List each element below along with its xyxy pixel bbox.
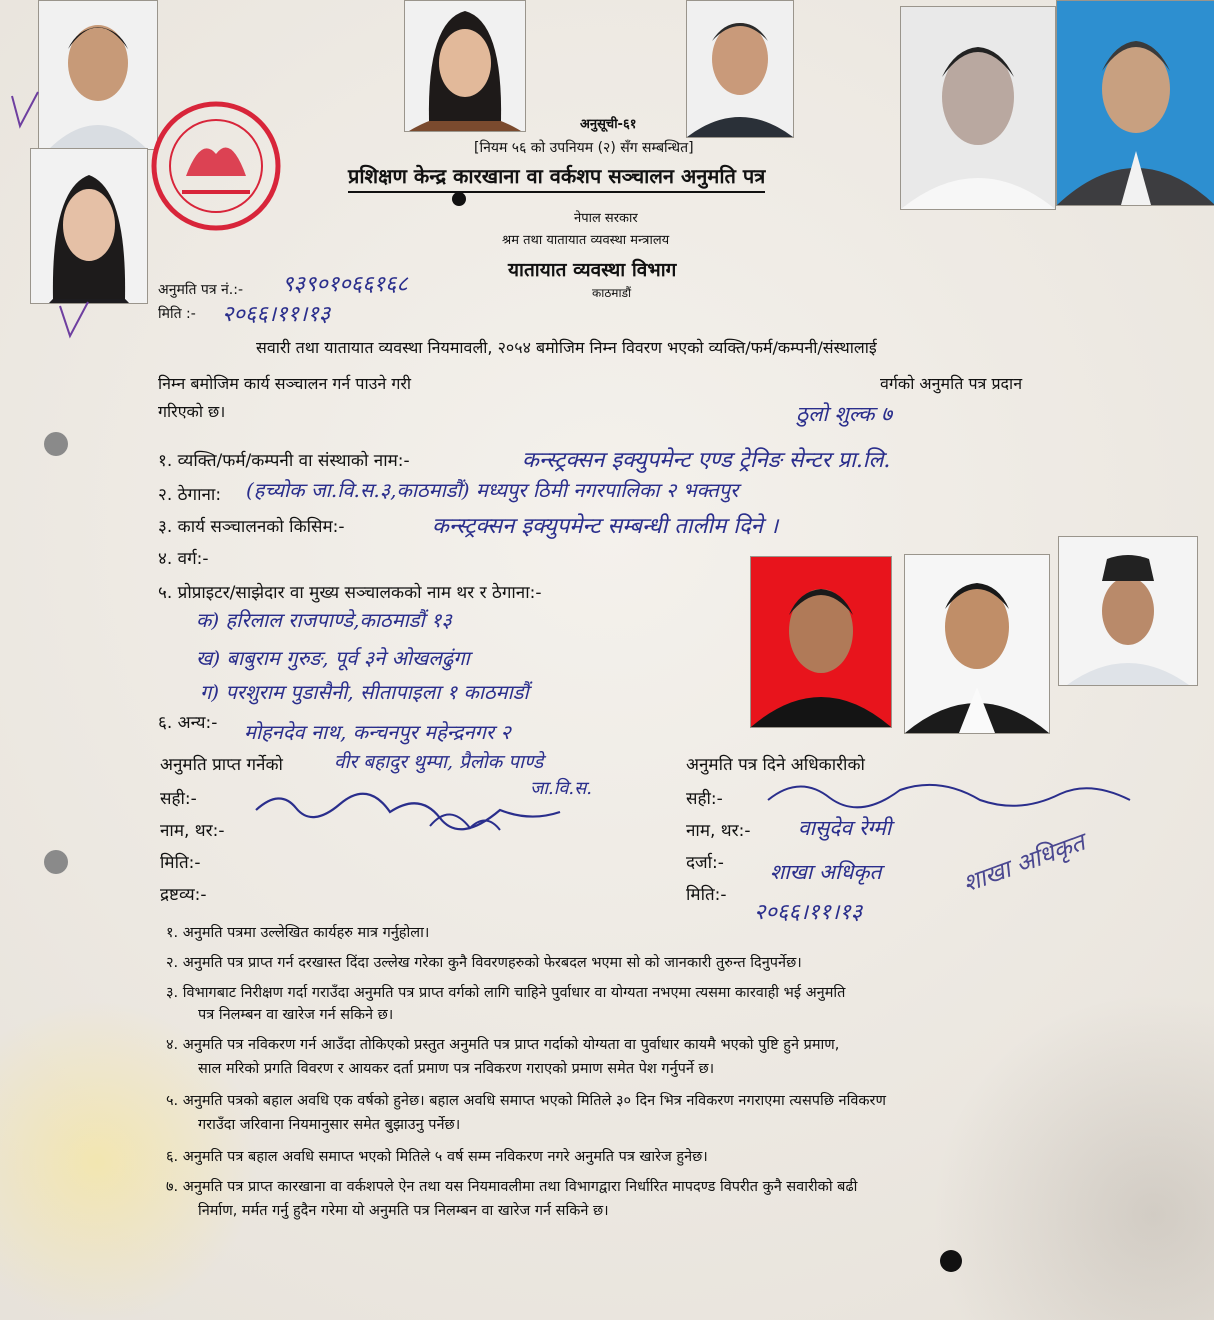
issuer-date-label: मिति:- xyxy=(686,885,727,905)
recipient-sign-label: सही:- xyxy=(160,789,197,809)
recipient-name-label: नाम, थर:- xyxy=(160,821,225,841)
checkmark-icon xyxy=(4,86,44,136)
note-5-cont: गराउँदा जरिवाना नियमानुसार समेत बुझाउनु पर्नेछ। xyxy=(198,1117,461,1133)
note-6: ६. अनुमति पत्र बहाल अवधि समाप्त भएको मितिले ५ वर्ष सम्म नविकरण नगरे अनुमति पत्र खारेज हुनेछ। xyxy=(166,1149,708,1165)
note-7-cont: निर्माण, मर्मत गर्नु हुदैन गरेमा यो अनुमति पत्र निलम्बन वा खारेज गर्न सकिने छ। xyxy=(198,1203,609,1219)
portrait-icon xyxy=(751,557,891,727)
checkmark-icon xyxy=(54,294,94,344)
permit-number-label: अनुमति पत्र नं.:- xyxy=(158,282,244,298)
note-5: ५. अनुमति पत्रको बहाल अवधि एक वर्षको हुनेछ। बहाल अवधि समाप्त भएको मितिले ३० दिन भित्र नविकरण नगराएमा त्यसपछि नविकरण xyxy=(166,1093,886,1109)
city-label: काठमाडौं xyxy=(592,286,632,300)
punch-hole xyxy=(940,1250,962,1272)
government-label: नेपाल सरकार xyxy=(574,211,638,226)
issuer-heading: अनुमति पत्र दिने अधिकारीको xyxy=(686,755,865,775)
photo-man-2 xyxy=(686,0,794,138)
issuer-sign-label: सही:- xyxy=(686,789,723,809)
permit-number-value: ९३९०१०६६१६८ xyxy=(282,272,408,297)
portrait-icon xyxy=(31,149,147,303)
government-emblem-stamp xyxy=(146,96,286,236)
photo-man-4 xyxy=(1056,0,1214,206)
portrait-icon xyxy=(1057,1,1214,205)
field-5c-value: ग) परशुराम पुडासैनी, सीतापाइला १ काठमाडौं xyxy=(200,680,529,704)
recipient-handwritten-vdc: जा.वि.स. xyxy=(530,778,593,799)
field-5b-value: ख) बाबुराम गुरुङ, पूर्व ३ने ओखलढुंगा xyxy=(196,646,470,670)
portrait-icon xyxy=(405,1,525,131)
office-stamp-text: शाखा अधिकृत xyxy=(959,828,1089,898)
issuer-date-value: २०६६।११।१३ xyxy=(754,900,863,925)
photo-man-3 xyxy=(900,6,1056,210)
issuer-name-value: वासुदेव रेग्मी xyxy=(798,816,892,840)
witness-label: द्रष्टव्य:- xyxy=(160,885,207,905)
field-3-value: कन्स्ट्रक्सन इक्युपमेन्ट सम्बन्धी तालीम दिने । xyxy=(432,514,779,539)
punch-hole xyxy=(44,432,68,456)
field-1-label: १. व्यक्ति/फर्म/कम्पनी वा संस्थाको नाम:- xyxy=(158,451,410,471)
note-1: १. अनुमति पत्रमा उल्लेखित कार्यहरु मात्र गर्नुहोला। xyxy=(166,925,430,941)
permit-date-value: २०६६।११।१३ xyxy=(222,302,331,327)
field-3-label: ३. कार्य सञ्चालनको किसिम:- xyxy=(158,517,345,537)
portrait-icon xyxy=(39,1,157,149)
portrait-icon xyxy=(687,1,793,137)
field-5a-value: क) हरिलाल राजपाण्डे,काठमाडौं १३ xyxy=(196,608,452,632)
note-4: ४. अनुमति पत्र नविकरण गर्न आउँदा तोकिएको प्रस्तुत अनुमति पत्र प्राप्त गर्दाको योग्यता वा पुर्वाधार कायमै भएको पुष्टि हुने प्रमाण, xyxy=(166,1037,840,1053)
note-3-cont: पत्र निलम्बन वा खारेज गर्न सकिने छ। xyxy=(198,1007,394,1023)
photo-man-1 xyxy=(38,0,158,150)
field-2-label: २. ठेगाना: xyxy=(158,485,222,505)
rule-reference: [नियम ५६ को उपनियम (२) सँग सम्बन्धित] xyxy=(474,140,694,156)
field-6-label: ६. अन्य:- xyxy=(158,713,218,733)
issuer-rank-label: दर्जा:- xyxy=(686,853,724,873)
photo-woman-1 xyxy=(30,148,148,304)
photo-man-5 xyxy=(750,556,892,728)
issuer-name-label: नाम, थर:- xyxy=(686,821,751,841)
photo-woman-2 xyxy=(404,0,526,132)
intro-line-2-right: वर्गको अनुमति पत्र प्रदान xyxy=(880,374,1023,393)
note-2: २. अनुमति पत्र प्राप्त गर्न दरखास्त दिंदा उल्लेख गरेका कुनै विवरणहरुको फेरबदल भएमा सो को जानकारी तुरुन्त दिनुपर्नेछ। xyxy=(166,955,802,971)
ministry-label: श्रम तथा यातायात व्यवस्था मन्त्रालय xyxy=(502,233,670,248)
page-title: प्रशिक्षण केन्द्र कारखाना वा वर्कशप सञ्चालन अनुमति पत्र xyxy=(348,162,765,193)
field-2-value: (हच्योक जा.वि.स.३,काठमाडौं) मध्यपुर ठिमी नगरपालिका २ भक्तपुर xyxy=(246,478,739,502)
issuer-rank-value: शाखा अधिकृत xyxy=(770,860,882,884)
portrait-icon xyxy=(901,7,1055,209)
intro-line-1: सवारी तथा यातायात व्यवस्था नियमावली, २०५४ बमोजिम निम्न विवरण भएको व्यक्ति/फर्म/कम्पनी/संस्थालाई xyxy=(256,338,877,357)
field-1-value: कन्स्ट्रक्सन इक्युपमेन्ट एण्ड ट्रेनिङ सेन्टर प्रा.लि. xyxy=(522,448,891,473)
field-6-value: मोहनदेव नाथ, कन्चनपुर महेन्द्रनगर २ xyxy=(244,720,511,744)
photo-man-7 xyxy=(1058,536,1198,686)
intro-line-2-left: निम्न बमोजिम कार्य सञ्चालन गर्न पाउने गरी xyxy=(158,374,412,393)
photo-man-6 xyxy=(904,554,1050,734)
portrait-icon xyxy=(1059,537,1197,685)
punch-hole xyxy=(44,850,68,874)
note-7: ७. अनुमति पत्र प्राप्त कारखाना वा वर्कशपले ऐन तथा यस नियमावलीमा तथा विभागद्वारा निर्धारित मापदण्ड विपरीत कुनै सवारीको बढी xyxy=(166,1179,858,1195)
field-4-label: ४. वर्ग:- xyxy=(158,549,209,569)
recipient-handwritten-name: वीर बहादुर थुम्पा, प्रैलोक पाण्डे xyxy=(334,751,544,773)
department-label: यातायात व्यवस्था विभाग xyxy=(508,259,677,281)
permit-date-label: मिति :- xyxy=(158,306,196,322)
field-5-label: ५. प्रोप्राइटर/साझेदार वा मुख्य सञ्चालकको नाम थर र ठेगाना:- xyxy=(158,583,542,603)
recipient-signature xyxy=(250,782,590,842)
recipient-heading: अनुमति प्राप्त गर्नेको xyxy=(160,755,283,775)
portrait-icon xyxy=(905,555,1049,733)
punch-hole xyxy=(452,192,466,206)
note-4-cont: साल मरिको प्रगति विवरण र आयकर दर्ता प्रमाण पत्र नविकरण गराएको प्रमाण समेत पेश गर्नुपर्ने छ। xyxy=(198,1061,715,1077)
note-3: ३. विभागबाट निरीक्षण गर्दा गराउँदा अनुमति पत्र प्राप्त वर्गको लागि चाहिने पुर्वाधार वा योग्यता नभएमा त्यसमा कारवाही भई अनुमति xyxy=(166,985,846,1001)
annex-label: अनुसूची-६१ xyxy=(580,117,637,132)
class-handwritten: ठुलो शुल्क ७ xyxy=(796,402,893,426)
intro-line-3: गरिएको छ। xyxy=(158,402,226,421)
recipient-date-label: मिति:- xyxy=(160,853,201,873)
